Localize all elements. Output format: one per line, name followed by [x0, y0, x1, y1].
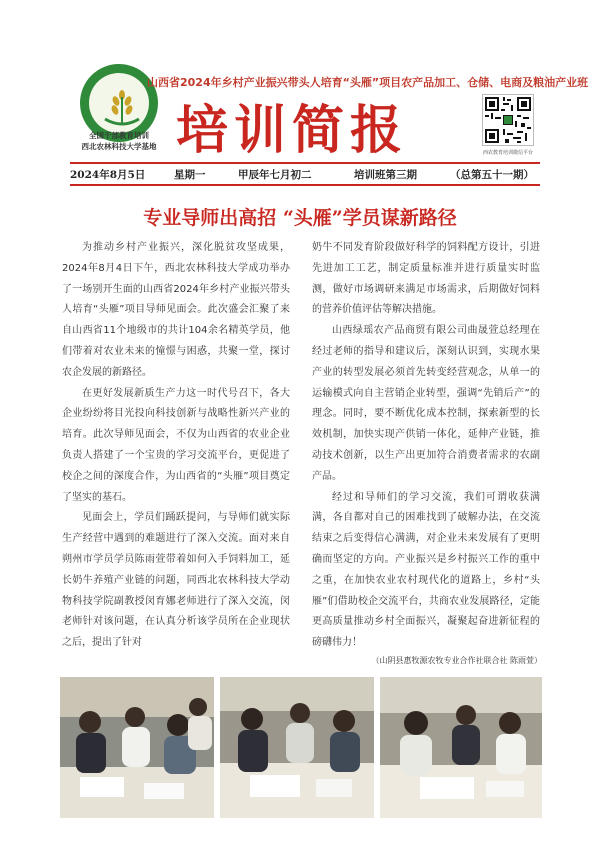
bottom-rule	[70, 184, 540, 186]
article-byline: （山阴县惠牧源农牧专业合作社联合社 陈雨萱）	[371, 656, 542, 665]
logo-caption-line-2: 西北农林科技大学基地	[81, 142, 157, 151]
meeting-photo-3	[380, 677, 542, 818]
qr-caption: 西农教育培训微信平台	[482, 150, 533, 156]
article-paragraph: 山西绿瑶农产品商贸有限公司曲晟萱总经理在经过老师的指导和建议后，深刻认识到，实现水果产业的转型发展必须首先转变经营观念，从单一的运输模式向自主营销企业转型，强调“先销后产”的理念。同时，要不断优化成本控制，探索新型的长效机制，加快实现产供销一体化，延伸产业链，推动技术创新，以生产出更加符合消费者需求的农副产品。	[312, 325, 540, 482]
logo-caption-line-1: 全国干部教育培训	[89, 131, 149, 140]
article-column-left	[62, 238, 290, 654]
issue-date: 2024年8月5日	[70, 169, 146, 181]
lunar-date: 甲辰年七月初二	[238, 169, 312, 181]
meeting-photo-1	[60, 677, 214, 818]
meeting-photo-2	[220, 677, 374, 818]
article-paragraph: 在更好发展新质生产力这一时代号召下，各大企业纷纷将目光投向科技创新与战略性新兴产业的培育。此次导师见面会，不仅为山西省的农业企业负责人搭建了一个宝贵的学习交流平台，更促进了校企之间的深度合作，为山西省的“头雁”项目奠定了坚实的基石。	[62, 387, 290, 503]
article-paragraph: 经过和导师们的学习交流，我们可谓收获满满，各自都对自己的困难找到了破解办法，在交流结束之后变得信心满满，对企业未来发展有了更明确而坚定的方向。产业振兴是乡村振兴工作的重中之重，在加快农业农村现代化的道路上，乡村“头雁”们借助校企交流平台，共商农业发展路径，定能更高质量推动乡村全面振兴，凝聚起奋进新征程的磅礴伟力！	[312, 491, 540, 649]
article-headline: 专业导师出高招 “头雁”学员谋新路径	[143, 207, 457, 229]
masthead-title: 培训简报	[176, 100, 409, 161]
total-issue-number: （总第五十一期）	[450, 169, 534, 181]
qr-code-icon	[482, 94, 534, 146]
article-paragraph: 奶牛不同发育阶段做好科学的饲料配方设计，引进先进加工工艺，制定质量标准并进行质量实时监测，做好市场调研来满足市场需求，后期做好饲料的营养价值评估等解决措施。	[312, 242, 540, 316]
article-paragraph: 为推动乡村产业振兴，深化脱贫攻坚成果，2024年8月4日下午，西北农林科技大学成功举办了一场别开生面的山西省2024年乡村产业振兴带头人培育“头雁”项目导师见面会。此次盛会汇聚了来自山西省11个地级市的共计104余名精英学员，他们带着对农业未来的憧憬与困惑，共聚一堂，探讨农企发展的新路径。	[62, 242, 290, 378]
weekday: 星期一	[174, 169, 206, 181]
dateline	[70, 164, 540, 184]
article-column-right	[312, 238, 540, 654]
issue-number: 培训班第三期	[354, 169, 417, 181]
article-paragraph: 见面会上，学员们踊跃提问，与导师们就实际生产经营中遇到的难题进行了深入交流。面对来自朔州市学员学员陈雨萱带着如何入手饲料加工，延长奶牛养殖产业链的问题，同西北农林科技大学动物科技学院副教授闵育娜老师进行了深入交流，闵老师针对该问题，在认真分析该学员所在企业现状之后，提出了针对	[62, 512, 290, 649]
project-title: 山西省2024年乡村产业振兴带头人培育“头雁”项目农产品加工、仓储、电商及粮油产业班	[147, 76, 589, 89]
